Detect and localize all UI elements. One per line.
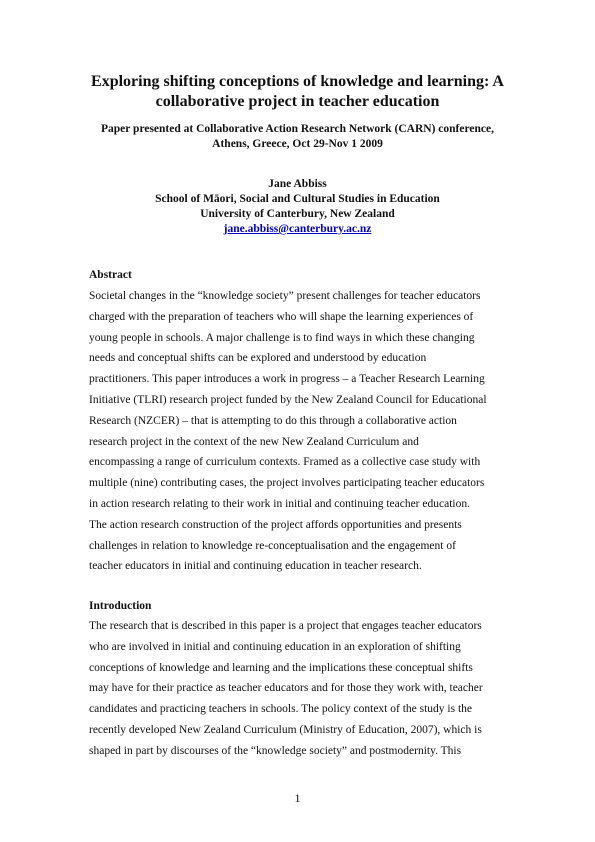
introduction-line: conceptions of knowledge and learning and the implications these conceptual shifts [89, 661, 473, 674]
introduction-line: who are involved in initial and continuing education in an exploration of shifting [89, 640, 461, 653]
abstract-line: challenges in relation to knowledge re-conceptualisation and the engagement of [89, 539, 456, 552]
abstract-line: teacher educators in initial and continuing education in teacher research. [89, 560, 422, 573]
introduction-paragraph [89, 616, 514, 762]
abstract-line: research project in the context of the new New Zealand Curriculum and [89, 435, 419, 448]
author-name: Jane Abbiss [268, 178, 327, 190]
abstract-line: The action research construction of the project affords opportunities and presents [89, 518, 462, 531]
abstract-paragraph [89, 286, 514, 577]
author-email-link[interactable]: jane.abbiss@canterbury.ac.nz [223, 223, 372, 235]
abstract-line: charged with the preparation of teachers who will shape the learning experiences of [89, 310, 474, 323]
paper-subtitle [60, 122, 535, 152]
author-block [60, 177, 535, 237]
subtitle-line-1: Paper presented at Collaborative Action Research Network (CARN) conference, [101, 123, 494, 135]
abstract-line: multiple (nine) contributing cases, the project involves participating teacher educators [89, 477, 485, 490]
title-line-1: Exploring shifting conceptions of knowledge and learning: A [91, 73, 504, 90]
abstract-line: Research (NZCER) – that is attempting to do this through a collaborative action [89, 414, 457, 427]
abstract-line: Societal changes in the “knowledge society” present challenges for teacher educators [89, 290, 481, 302]
introduction-line: candidates and practicing teachers in schools. The policy context of the study is the [89, 703, 473, 716]
introduction-line: shaped in part by discourses of the “knowledge society” and postmodernity. This [89, 744, 462, 757]
paper-title [60, 72, 535, 112]
subtitle-line-2: Athens, Greece, Oct 29-Nov 1 2009 [212, 138, 383, 150]
author-institution: University of Canterbury, New Zealand [200, 208, 395, 220]
abstract-line: in action research relating to their work in initial and continuing teacher education. [89, 497, 470, 510]
author-affiliation: School of Māori, Social and Cultural Studies in Education [155, 193, 440, 205]
page-number: 1 [294, 791, 301, 805]
abstract-line: encompassing a range of curriculum contexts. Framed as a collective case study with [89, 456, 481, 469]
abstract-line: young people in schools. A major challenge is to find ways in which these changing [89, 331, 475, 344]
abstract-heading: Abstract [89, 269, 132, 281]
introduction-line: The research that is described in this paper is a project that engages teacher educators [89, 620, 482, 632]
abstract-line: practitioners. This paper introduces a work in progress – a Teacher Research Learning [89, 373, 485, 386]
introduction-line: may have for their practice as teacher educators and for those they work with, teacher [89, 682, 483, 695]
introduction-heading: Introduction [89, 600, 152, 612]
title-line-2: collaborative project in teacher education [155, 93, 440, 110]
introduction-line: recently developed New Zealand Curriculum (Ministry of Education, 2007), which is [89, 723, 482, 736]
abstract-line: needs and conceptual shifts can be explored and understood by education [89, 352, 427, 365]
abstract-line: Initiative (TLRI) research project funded by the New Zealand Council for Educational [89, 393, 487, 406]
